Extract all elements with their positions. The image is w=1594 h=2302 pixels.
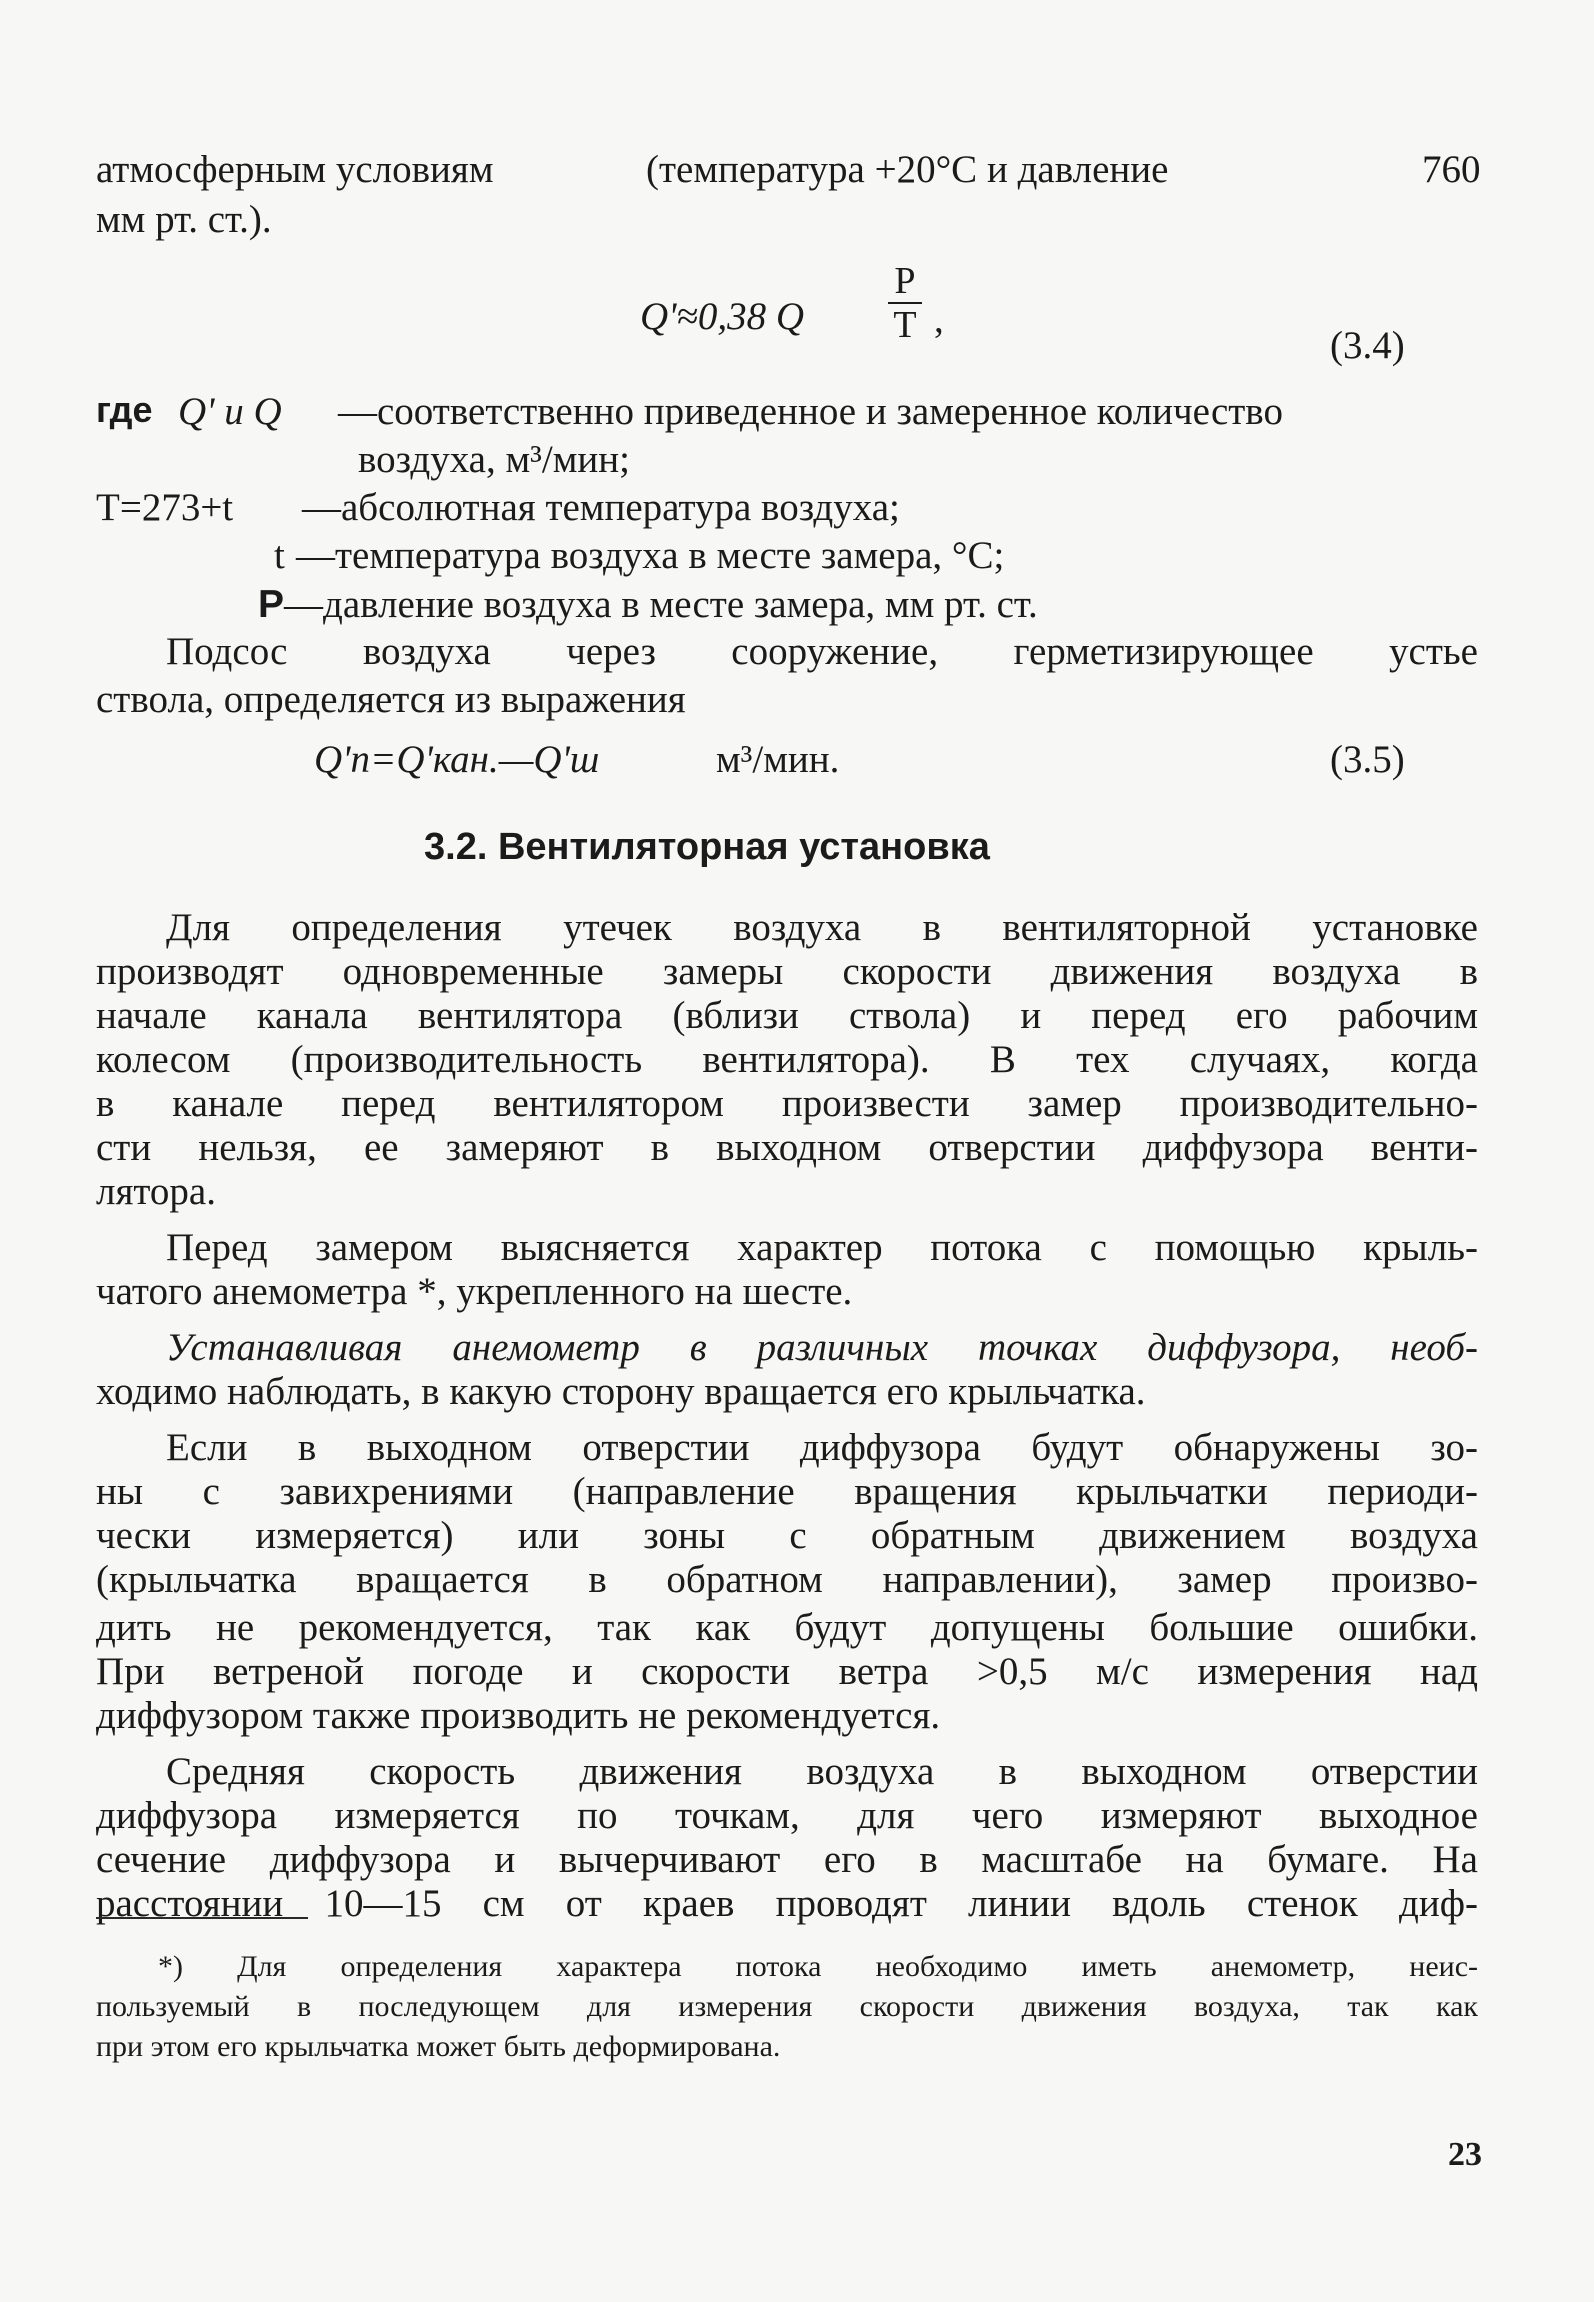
para4-line-4: (крыльчатка вращается в обратном направлении), замер произво- bbox=[96, 1558, 1478, 1601]
para1-line-7: лятора. bbox=[96, 1170, 216, 1213]
para4-line-6: При ветреной погоде и скорости ветра >0,5 м/с измерения над bbox=[96, 1650, 1478, 1693]
footnote-line-3: при этом его крыльчатка может быть деформирована. bbox=[96, 2030, 781, 2063]
definition-4-symbol: P bbox=[258, 583, 285, 626]
formula-35-number: (3.5) bbox=[1330, 738, 1405, 781]
para1-line-1: Для определения утечек воздуха в вентиляторной установке bbox=[166, 906, 1478, 949]
para4-line-3: чески измеряется) или зоны с обратным движением воздуха bbox=[96, 1514, 1478, 1557]
para1-line-6: сти нельзя, ее замеряют в выходном отверстии диффузора венти- bbox=[96, 1126, 1478, 1169]
para4-line-5: дить не рекомендуется, так как будут допущены большие ошибки. bbox=[96, 1606, 1478, 1649]
intro-line-1-mid: (температура +20°С и давление bbox=[646, 148, 1169, 191]
formula-34-number: (3.4) bbox=[1330, 324, 1405, 367]
para5-line-2: диффузора измеряется по точкам, для чего измеряют выходное bbox=[96, 1794, 1478, 1837]
definition-2-text: —абсолютная температура воздуха; bbox=[302, 486, 900, 529]
para1-line-4: колесом (производительность вентилятора). В тех случаях, когда bbox=[96, 1038, 1478, 1081]
definition-1-symbol: Q' и Q bbox=[178, 390, 282, 433]
formula-34-denominator: T bbox=[893, 304, 917, 346]
intro-line-1-num: 760 bbox=[1422, 148, 1481, 191]
definition-3-symbol: t bbox=[274, 534, 285, 577]
para4-line-7: диффузором также производить не рекомендуется. bbox=[96, 1694, 941, 1737]
page-number: 23 bbox=[1448, 2136, 1482, 2173]
formula-34-numerator: P bbox=[894, 260, 916, 302]
para2-line-1: Перед замером выясняется характер потока с помощью крыль- bbox=[166, 1226, 1478, 1269]
formula-34-tail: , bbox=[934, 298, 944, 341]
para5-line-1: Средняя скорость движения воздуха в выходном отверстии bbox=[166, 1750, 1478, 1793]
para4-line-1: Если в выходном отверстии диффузора будут обнаружены зо- bbox=[166, 1426, 1478, 1469]
definitions-where: где bbox=[96, 389, 153, 430]
suction-line-1: Подсос воздуха через сооружение, герметизирующее устье bbox=[166, 630, 1478, 673]
formula-34-fraction bbox=[888, 262, 922, 344]
definition-1-text: —соответственно приведенное и замеренное количество bbox=[338, 390, 1283, 433]
footnote-separator bbox=[96, 1917, 308, 1919]
para5-line-4: расстоянии 10—15 см от краев проводят линии вдоль стенок диф- bbox=[96, 1882, 1478, 1925]
formula-34-lhs: Q'≈0,38 Q bbox=[640, 295, 805, 338]
para5-line-3: сечение диффузора и вычерчивают его в масштабе на бумаге. На bbox=[96, 1838, 1478, 1881]
formula-35-unit: м³/мин. bbox=[716, 738, 840, 781]
definition-1-continued: воздуха, м³/мин; bbox=[358, 438, 630, 481]
intro-line-1-left: атмосферным условиям bbox=[96, 148, 494, 191]
para1-line-3: начале канала вентилятора (вблизи ствола) и перед его рабочим bbox=[96, 994, 1478, 1037]
intro-line-2: мм рт. ст.). bbox=[96, 198, 272, 241]
section-heading: 3.2. Вентиляторная установка bbox=[424, 826, 990, 868]
footnote-line-2: пользуемый в последующем для измерения скорости движения воздуха, так как bbox=[96, 1990, 1478, 2023]
suction-line-2: ствола, определяется из выражения bbox=[96, 678, 686, 721]
para2-line-2: чатого анемометра *, укрепленного на шесте. bbox=[96, 1270, 853, 1313]
para3-line-2: ходимо наблюдать, в какую сторону вращается его крыльчатка. bbox=[96, 1370, 1146, 1413]
para4-line-2: ны с завихрениями (направление вращения крыльчатки периоди- bbox=[96, 1470, 1478, 1513]
definition-2-symbol: T=273+t bbox=[96, 486, 234, 529]
footnote-line-1: *) Для определения характера потока необходимо иметь анемометр, неис- bbox=[158, 1950, 1478, 1983]
definition-4-text: —давление воздуха в месте замера, мм рт. ст. bbox=[284, 583, 1038, 626]
para1-line-2: производят одновременные замеры скорости движения воздуха в bbox=[96, 950, 1478, 993]
para1-line-5: в канале перед вентилятором произвести замер производительно- bbox=[96, 1082, 1478, 1125]
definition-3-text: —температура воздуха в месте замера, °С; bbox=[296, 534, 1005, 577]
formula-35-expr: Q'п=Q'кан.—Q'ш bbox=[314, 738, 600, 781]
para3-line-1: Устанавливая анемометр в различных точках диффузора, необ- bbox=[166, 1326, 1478, 1369]
